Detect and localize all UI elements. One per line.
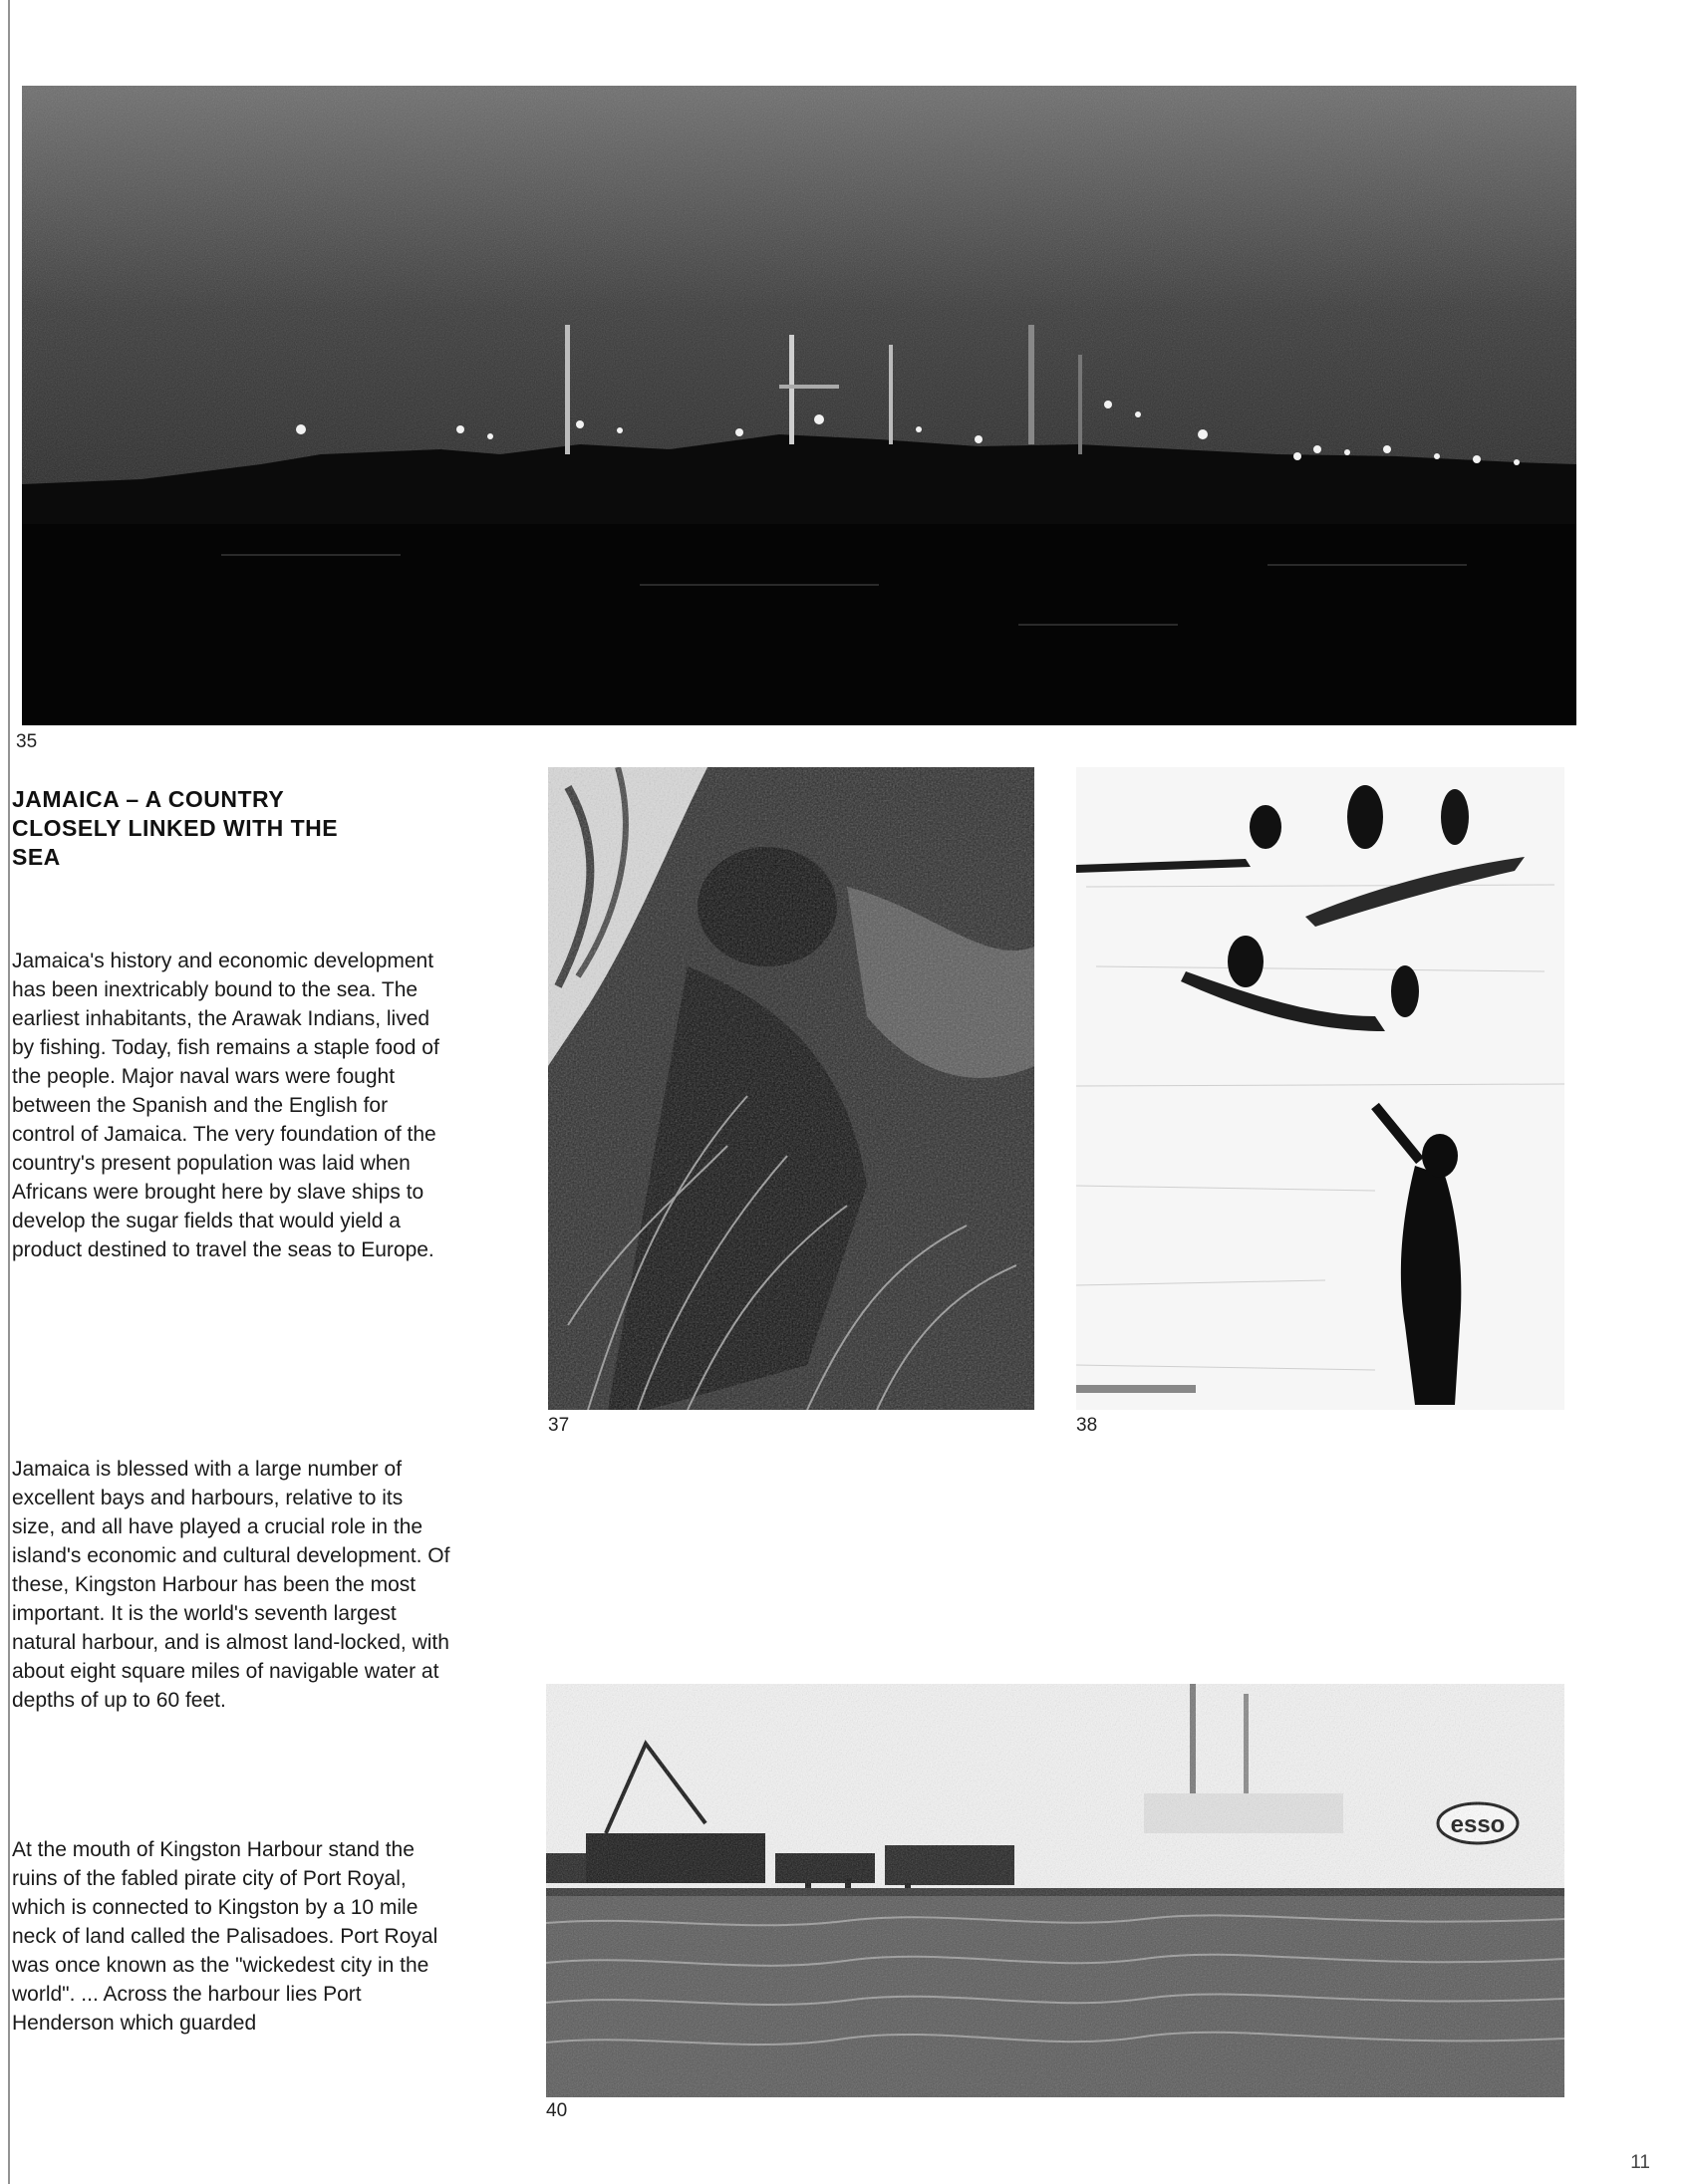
heading-line-3: SEA <box>12 844 61 870</box>
article-paragraph-2: Jamaica is blessed with a large number of excellent bays and harbours, relative to its size, and all have played a crucial role in the island's economic and cultural development. Of these, Kingston Harbour has been the most important. It is the world's seventh largest natural harbour, and is almost land-locked, with about eight square miles of navigable water at depths of up to 60 feet. <box>12 1458 450 1712</box>
figure-number-37: 37 <box>548 1415 570 1436</box>
page-number: 11 <box>1630 2152 1650 2173</box>
figure-number-38: 38 <box>1076 1415 1098 1436</box>
page-edge-rule <box>8 0 10 2184</box>
oil-terminal-harbour-photo <box>546 1684 1564 2097</box>
article-paragraph-3: At the mouth of Kingston Harbour stand the ruins of the fabled pirate city of Port Royal, which is connected to Kingston by a 10 mile neck of land called the Palisadoes. Port Royal was once known as the "wickedest city in the world". ... Across the harbour lies Port Henderson which guarded <box>12 1838 438 2035</box>
figure-number-40: 40 <box>546 2100 568 2121</box>
figure-number-35: 35 <box>16 731 38 752</box>
diver-reef-photo <box>548 767 1034 1410</box>
article-paragraph-1: Jamaica's history and economic development has been inextricably bound to the sea. The earliest inhabitants, the Arawak Indians, lived by fishing. Today, fish remains a staple food of the people. Major naval wars were fought between the Spanish and the English for control of Jamaica. The very foundation of the country's present population was laid when Africans were brought here by slave ships to develop the sugar fields that would yield a product destined to travel the seas to Europe. <box>12 950 439 1261</box>
heading-line-1: JAMAICA – A COUNTRY <box>12 786 285 812</box>
fishermen-canoes-photo <box>1076 767 1564 1410</box>
heading-line-2: CLOSELY LINKED WITH THE <box>12 815 339 841</box>
article-heading <box>12 785 450 872</box>
harbour-night-photo <box>22 86 1576 725</box>
